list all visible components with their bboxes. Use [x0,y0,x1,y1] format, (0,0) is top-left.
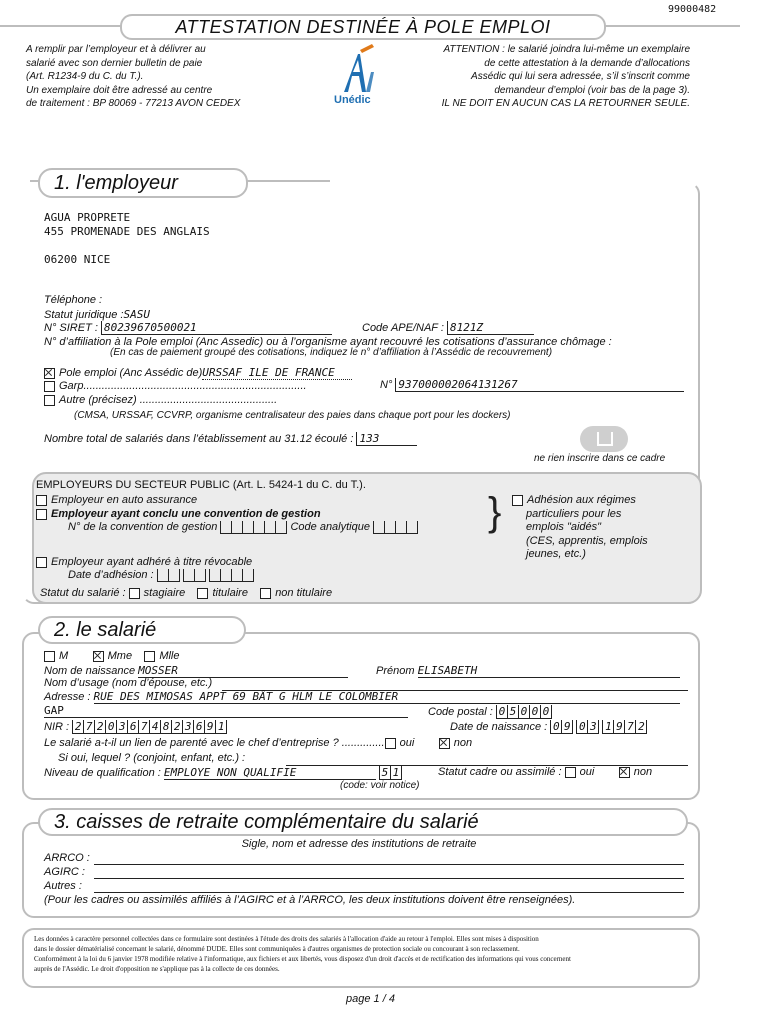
m-checkbox[interactable] [44,651,55,662]
company-city: 06200 NICE [44,253,111,266]
unedic-logo-icon [330,42,390,98]
reserved-stamp [580,426,628,452]
privacy-notice: Les données à caractère personnel collectées dans ce formulaire sont destinées à l'étude des droits des salariés à l'allocation d'aide au retour à l'emploi. Elles sont mises à disposition dans le dossier dématérialisé concernant le salarié, dénommé DUDE. Elles sont communiquées à d'autres organismes de protection sociale ou concourant à son reclassement. Conformément à la loi du 6 janvier 1978 modifiée relative à l'informatique, aux fichiers et aux libertés, vous disposez d'un droit d'accès et de rectification des informations qui vous concernent auprès de l'Assédic. Le droit d'opposition ne s'applique pas à la collecte de ces données. [34,935,571,973]
adresse-row: Adresse : RUE DES MIMOSAS APPT 69 BÂT G HLM LE COLOMBIER [44,690,680,704]
ne-rien-note: ne rien inscrire dans ce cadre [534,453,666,464]
titulaire-checkbox[interactable] [197,588,208,599]
nir-row: NIR : 2 7 2 0 3 6 7 4 8 2 3 6 9 1 [44,720,227,734]
date-adhesion-year[interactable] [209,569,254,582]
code-postal-cells[interactable]: 0 5 0 0 0 [496,705,552,719]
cadre-oui-checkbox[interactable] [565,767,576,778]
agirc-field[interactable] [94,878,684,879]
nom-row: Nom de naissance MOSSER [44,664,348,678]
page-number: page 1 / 4 [346,993,395,1005]
company-street: 455 PROMENADE DES ANGLAIS [44,225,210,238]
public-auto: Employeur en auto assurance [36,494,197,506]
autre-checkbox[interactable] [44,395,55,406]
public-convention: Employeur ayant conclu une convention de gestion [36,508,321,520]
cmsa-note: (CMSA, URSSAF, CCVRP, organisme centralisateur des paies dans chaque port pour les dockers) [74,410,511,421]
brace: } [488,490,502,534]
intro-left: A remplir par l’employeur et à délivrer au salarié avec son dernier bulletin de paie (Art. R1234-9 du C. du T.). Un exemplaire doit être adressé au centre de traitement : BP 80069 - 77213 AVON CEDEX [26,44,241,109]
ddn-year[interactable]: 1 9 7 2 [602,720,647,734]
nb-salaries-field[interactable]: 133 [356,432,417,446]
garp-checkbox[interactable] [44,381,55,392]
section2-heading: 2. le salarié [38,616,246,644]
cadre-row: Statut cadre ou assimilé : oui non [438,766,653,778]
section3-note: (Pour les cadres ou assimilés affiliés à l’AGIRC et à l’ARRCO, les deux institutions doivent être renseignées). [44,894,576,906]
code-analytique-cells[interactable] [373,521,418,534]
code-note: (code: voir notice) [340,780,420,791]
section3-heading: 3. caisses de retraite complémentaire du salarié [38,808,688,836]
section1-heading: 1. l'employeur [38,168,248,198]
convention-number-row: N° de la convention de gestion Code analytique [68,521,418,534]
nom-field[interactable]: MOSSER [138,664,348,678]
pole-emploi-value: URSSAF ILE DE FRANCE [202,366,352,380]
non-titulaire-checkbox[interactable] [260,588,271,599]
date-naissance-row: Date de naissance : 0 9 0 3 1 9 7 2 [450,720,647,734]
adresse-field-2[interactable]: GAP [44,704,408,718]
cadre-non-checkbox[interactable] [619,767,630,778]
parente-non-checkbox[interactable] [439,738,450,749]
ape-field[interactable]: 8121Z [447,321,534,335]
adresse-field[interactable]: RUE DES MIMOSAS APPT 69 BÂT G HLM LE COLOMBIER [94,690,680,704]
prenom-row: Prénom ELISABETH [376,664,680,678]
affiliation-note: (En cas de paiement groupé des cotisations, indiquez le n° d’affiliation à l’Assédic de recouvrement) [110,347,553,358]
revocable-checkbox[interactable] [36,557,47,568]
usage-row: Nom d’usage (nom d’épouse, etc.) [44,677,213,689]
telephone-label: Téléphone : [44,294,103,306]
pole-emploi-checkbox[interactable] [44,368,55,379]
statut-juridique: Statut juridique :SASU [44,308,150,321]
reserved-stamp-icon [597,432,613,446]
affiliation-text: N° d’affiliation à la Pole emploi (Anc Assedic) ou à l’organisme ayant recouvré les cotisations d’assurance chômage : [44,336,612,348]
company-name: AGUA PROPRETE [44,211,131,224]
date-adhesion-day[interactable] [157,569,180,582]
arrco-field[interactable] [94,864,684,865]
nb-salaries-row: Nombre total de salariés dans l’établissement au 31.12 écoulé : 133 [44,432,417,446]
autres-label: Autres : [44,880,82,892]
statut-salarie-row: Statut du salarié : stagiaire titulaire non titulaire [40,587,333,599]
public-heading: EMPLOYEURS DU SECTEUR PUBLIC (Art. L. 5424-1 du C. du T.). [36,479,366,491]
option-autre: Autre (précisez) ............................................. [44,394,277,406]
ddn-day[interactable]: 0 9 [550,720,573,734]
affiliation-number-field[interactable]: 937000002064131267 [395,378,684,392]
employer-address [44,211,210,267]
adhesion-option: Adhésion aux régimes particuliers pour les emplois "aidés" (CES, apprentis, emplois jeunes, etc.) [512,494,648,562]
adhesion-checkbox[interactable] [512,495,523,506]
nir-cells[interactable]: 2 7 2 0 3 6 7 4 8 2 3 6 9 1 [72,720,227,734]
logo-text: Unédic [334,94,371,106]
statut-value: SASU [123,308,150,321]
unedic-logo [330,42,390,112]
lequel-row: Si oui, lequel ? (conjoint, enfant, etc.) : [58,752,246,764]
affiliation-number: N° 937000002064131267 [380,378,684,392]
document-number: 99000482 [668,4,717,15]
niveau-code-cells[interactable]: 5 1 [379,766,402,780]
civilite-row: M Mme Mlle [44,650,179,662]
ddn-month[interactable]: 0 3 [576,720,599,734]
date-adhesion-row: Date d’adhésion : [68,569,254,582]
convention-checkbox[interactable] [36,509,47,520]
stagiaire-checkbox[interactable] [129,588,140,599]
section3-subtitle: Sigle, nom et adresse des institutions de retraite [241,838,477,850]
date-adhesion-month[interactable] [183,569,206,582]
convention-number-cells[interactable] [220,521,287,534]
agirc-label: AGIRC : [44,866,85,878]
niveau-row: Niveau de qualification : EMPLOYE NON QUALIFIE 5 1 [44,766,402,780]
parente-row: Le salarié a-t-il un lien de parenté avec le chef d’entreprise ? .............. oui non [44,737,473,749]
mlle-checkbox[interactable] [144,651,155,662]
option-pole-emploi: Pole emploi (Anc Assédic de)URSSAF ILE DE FRANCE [44,366,352,380]
mme-checkbox[interactable] [93,651,104,662]
code-postal-row: Code postal : 0 5 0 0 0 [428,705,552,719]
ape-row: Code APE/NAF : 8121Z [362,321,534,335]
autres-field[interactable] [94,892,684,893]
prenom-field[interactable]: ELISABETH [418,664,680,678]
option-garp: Garp......................................................................... [44,380,307,392]
document-title: ATTESTATION DESTINÉE À POLE EMPLOI [120,14,606,40]
auto-assurance-checkbox[interactable] [36,495,47,506]
intro-right: ATTENTION : le salarié joindra lui-même un exemplaire de cette attestation à la demande d’allocations Assédic qui lui sera adressée, s’il s’inscrit comme demandeur d’emploi (voir bas de la page 3). IL NE DOIT EN AUCUN CAS LA RETOURNER SEULE. [441,44,690,109]
niveau-field[interactable]: EMPLOYE NON QUALIFIE [164,766,376,780]
arrco-label: ARRCO : [44,852,90,864]
siret-field[interactable]: 80239670500021 [101,321,332,335]
parente-oui-checkbox[interactable] [385,738,396,749]
siret-row: N° SIRET : 80239670500021 [44,321,332,335]
public-revocable: Employeur ayant adhéré à titre révocable [36,556,252,568]
